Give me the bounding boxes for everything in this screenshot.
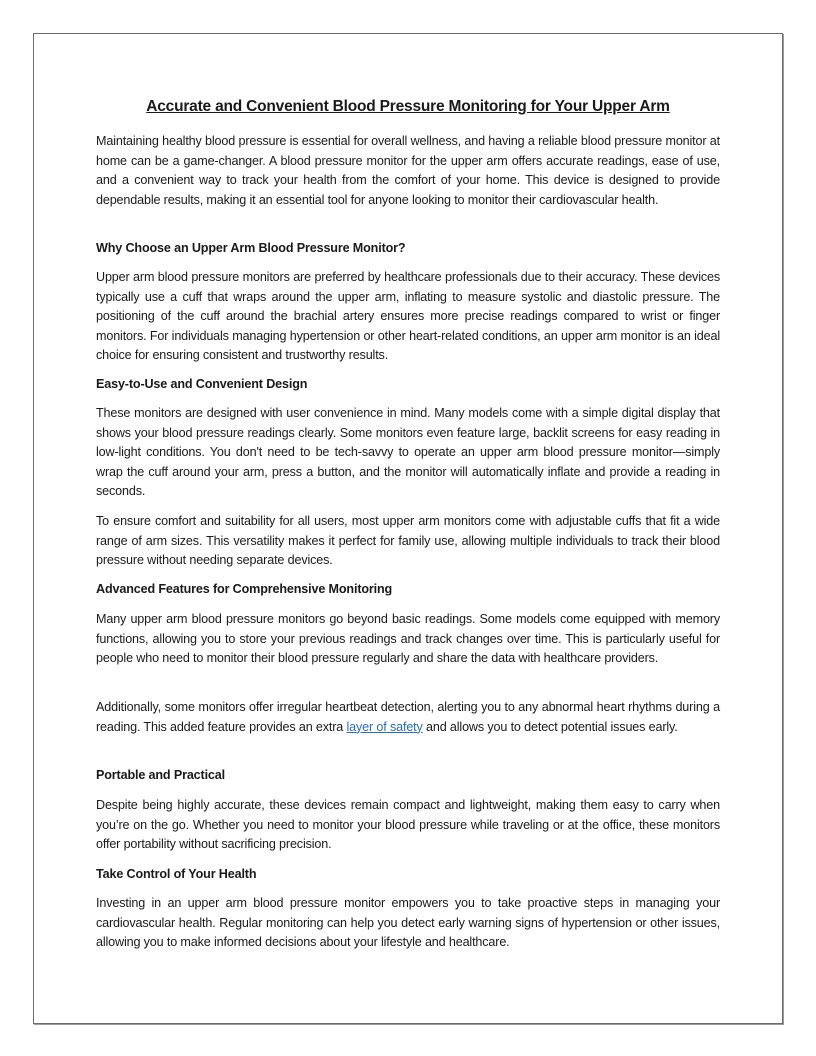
layer-of-safety-link[interactable]: layer of safety xyxy=(346,719,423,734)
heading-advanced-features: Advanced Features for Comprehensive Monitoring xyxy=(96,582,393,596)
heading-portable: Portable and Practical xyxy=(96,768,225,782)
intro-paragraph: Maintaining healthy blood pressure is essential for overall wellness, and having a reliable blood pressure monitor at home can be a game-changer. A blood pressure monitor for the upper arm offers accurate readings, ease of use, and a convenient way to track your health from the comfort of your home. This device is designed to provide dependable results, making it an essential tool for anyone looking to monitor their cardiovascular health. xyxy=(96,134,720,207)
paragraph-portable: Despite being highly accurate, these devices remain compact and lightweight, making them easy to carry when you’re on the go. Whether you need to monitor your blood pressure while traveling or at the office, these monitors offer portability without sacrificing precision. xyxy=(96,798,720,851)
document-title: Accurate and Convenient Blood Pressure Monitoring for Your Upper Arm xyxy=(146,98,670,115)
heading-easy-to-use: Easy-to-Use and Convenient Design xyxy=(96,377,308,391)
paragraph-memory: Many upper arm blood pressure monitors go beyond basic readings. Some models come equipped with memory functions, allowing you to store your previous readings and track changes over time. This is particularly useful for people who need to monitor their blood pressure regularly and share the data with healthcare providers. xyxy=(96,612,720,665)
heading-why-choose: Why Choose an Upper Arm Blood Pressure Monitor? xyxy=(96,241,406,255)
paragraph-why-choose: Upper arm blood pressure monitors are preferred by healthcare professionals due to their accuracy. These devices typically use a cuff that wraps around the upper arm, inflating to measure systolic and diastolic pressure. The positioning of the cuff around the brachial artery ensures more precise readings compared to wrist or finger monitors. For individuals managing hypertension or other heart-related conditions, an upper arm monitor is an ideal choice for ensuring consistent and trustworthy results. xyxy=(96,270,720,362)
text: and allows you to detect potential issues early. xyxy=(422,719,678,734)
heading-take-control: Take Control of Your Health xyxy=(96,867,257,881)
paragraph-heartbeat xyxy=(96,698,720,737)
paragraph-cuffs: To ensure comfort and suitability for all users, most upper arm monitors come with adjustable cuffs that fit a wide range of arm sizes. This versatility makes it perfect for family use, allowing multiple individuals to track their blood pressure without needing separate devices. xyxy=(96,514,720,567)
text: Additionally, some monitors offer irregular heartbeat detection, alerting you to any abnormal heart rhythms during a reading. This added feature provides an extra xyxy=(96,700,720,734)
paragraph-take-control: Investing in an upper arm blood pressure monitor empowers you to take proactive steps in managing your cardiovascular health. Regular monitoring can help you detect early warning signs of hypertension or other issues, allowing you to make informed decisions about your lifestyle and healthcare. xyxy=(96,896,720,949)
paragraph-design: These monitors are designed with user convenience in mind. Many models come with a simple digital display that shows your blood pressure readings clearly. Some monitors even feature large, backlit screens for easy reading in low-light conditions. You don't need to be tech-savvy to operate an upper arm blood pressure monitor—simply wrap the cuff around your arm, press a button, and the monitor will automatically inflate and provide a reading in seconds. xyxy=(96,406,720,498)
